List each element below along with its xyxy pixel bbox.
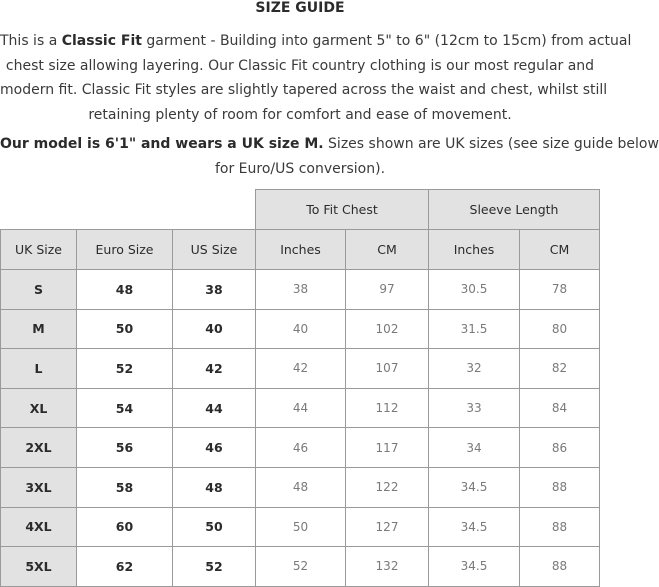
col-us-size-cell: 48: [173, 467, 256, 507]
col-sleeve-inches-cell: 34: [429, 428, 520, 468]
col-chest-cm-cell: 132: [346, 547, 429, 587]
col-sleeve-inches-cell: 33: [429, 388, 520, 428]
col-us-size-cell: 46: [173, 428, 256, 468]
col-chest-cm-cell: 112: [346, 388, 429, 428]
table-row: [1, 547, 600, 587]
col-us-size-cell: 52: [173, 547, 256, 587]
table-row: [1, 467, 600, 507]
header-blank: [1, 190, 256, 230]
col-chest-cm-cell: 107: [346, 349, 429, 389]
col-us-size-cell: 40: [173, 309, 256, 349]
col-sleeve-cm-cell: 88: [520, 547, 600, 587]
intro-line-3: modern fit. Classic Fit styles are slightly tapered across the waist and chest, whilst still: [0, 82, 608, 99]
col-sleeve-cm-cell: 82: [520, 349, 600, 389]
col-us-size-cell: 38: [173, 270, 256, 310]
col-sleeve-inches-cell: 34.5: [429, 547, 520, 587]
col-sleeve-cm-cell: 80: [520, 309, 600, 349]
intro-text: This is a: [0, 33, 62, 49]
col-uk-size-cell: XL: [1, 388, 77, 428]
col-uk-size-cell: 2XL: [1, 428, 77, 468]
intro-line-1: [0, 29, 632, 54]
col-sleeve-inches-header: Inches: [429, 230, 520, 270]
col-chest-inches-header: Inches: [256, 230, 346, 270]
table-row: [1, 428, 600, 468]
col-euro-size-cell: 50: [77, 309, 173, 349]
col-sleeve-inches-cell: 34.5: [429, 507, 520, 547]
intro-line-2: chest size allowing layering. Our Classic Fit country clothing is our most regular and: [5, 57, 595, 74]
col-chest-inches-cell: 50: [256, 507, 346, 547]
col-euro-size-cell: 48: [77, 270, 173, 310]
col-us-size-cell: 44: [173, 388, 256, 428]
col-euro-size-cell: 58: [77, 467, 173, 507]
table-row: [1, 349, 600, 389]
col-sleeve-inches-cell: 34.5: [429, 467, 520, 507]
col-chest-cm-cell: 122: [346, 467, 429, 507]
group-header-sleeve: Sleeve Length: [429, 190, 600, 230]
col-sleeve-cm-header: CM: [520, 230, 600, 270]
col-uk-size-cell: L: [1, 349, 77, 389]
size-table: [0, 189, 600, 587]
col-sleeve-cm-cell: 88: [520, 507, 600, 547]
col-chest-inches-cell: 42: [256, 349, 346, 389]
model-line-2: for Euro/US conversion).: [214, 160, 386, 177]
col-euro-size-cell: 60: [77, 507, 173, 547]
col-chest-cm-cell: 127: [346, 507, 429, 547]
model-note: [0, 132, 659, 181]
table-row: [1, 270, 600, 310]
intro-line-4: retaining plenty of room for comfort and ease of movement.: [88, 106, 512, 123]
table-row: [1, 388, 600, 428]
page-title: SIZE GUIDE: [255, 0, 345, 16]
col-uk-size-cell: M: [1, 309, 77, 349]
col-sleeve-cm-cell: 78: [520, 270, 600, 310]
col-chest-inches-cell: 40: [256, 309, 346, 349]
col-uk-size-header: UK Size: [1, 230, 77, 270]
table-body: [1, 270, 600, 587]
col-chest-inches-cell: 44: [256, 388, 346, 428]
col-chest-inches-cell: 48: [256, 467, 346, 507]
fit-description: [0, 29, 632, 127]
col-chest-cm-header: CM: [346, 230, 429, 270]
col-sleeve-cm-cell: 84: [520, 388, 600, 428]
column-header-row: [1, 230, 600, 270]
col-chest-inches-cell: 52: [256, 547, 346, 587]
intro-text: garment - Building into garment 5" to 6" (12cm to 15cm) from actual: [141, 33, 632, 49]
table-row: [1, 507, 600, 547]
col-uk-size-cell: 3XL: [1, 467, 77, 507]
col-sleeve-inches-cell: 31.5: [429, 309, 520, 349]
col-euro-size-cell: 52: [77, 349, 173, 389]
col-us-size-cell: 50: [173, 507, 256, 547]
table-row: [1, 309, 600, 349]
model-text: Sizes shown are UK sizes (see size guide below: [323, 136, 659, 152]
col-euro-size-cell: 62: [77, 547, 173, 587]
col-uk-size-cell: S: [1, 270, 77, 310]
col-chest-cm-cell: 97: [346, 270, 429, 310]
model-line-1: [0, 132, 659, 157]
col-sleeve-cm-cell: 88: [520, 467, 600, 507]
col-us-size-header: US Size: [173, 230, 256, 270]
col-chest-cm-cell: 117: [346, 428, 429, 468]
col-chest-inches-cell: 38: [256, 270, 346, 310]
col-sleeve-inches-cell: 30.5: [429, 270, 520, 310]
col-euro-size-header: Euro Size: [77, 230, 173, 270]
col-chest-inches-cell: 46: [256, 428, 346, 468]
col-sleeve-cm-cell: 86: [520, 428, 600, 468]
fit-name: Classic Fit: [61, 33, 142, 49]
col-uk-size-cell: 5XL: [1, 547, 77, 587]
col-uk-size-cell: 4XL: [1, 507, 77, 547]
col-chest-cm-cell: 102: [346, 309, 429, 349]
model-size: Our model is 6'1" and wears a UK size M.: [0, 136, 324, 152]
col-euro-size-cell: 54: [77, 388, 173, 428]
col-euro-size-cell: 56: [77, 428, 173, 468]
col-sleeve-inches-cell: 32: [429, 349, 520, 389]
group-header-chest: To Fit Chest: [256, 190, 429, 230]
col-us-size-cell: 42: [173, 349, 256, 389]
